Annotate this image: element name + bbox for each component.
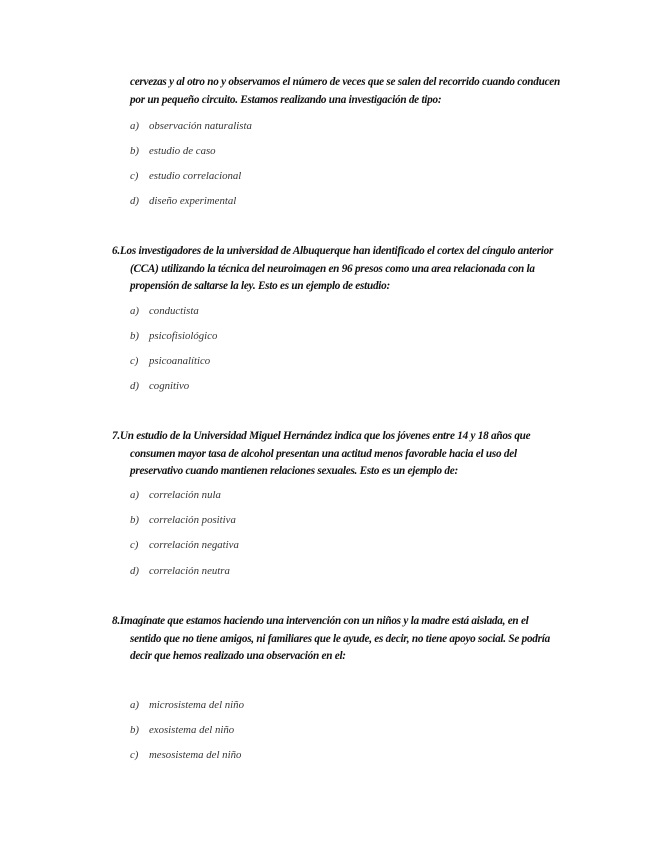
option-c: c) estudio correlacional — [130, 170, 242, 182]
option-c: c) psicoanalítico — [130, 355, 211, 367]
option-a: a) observación naturalista — [130, 120, 252, 132]
question-line: propensión de saltarse la ley. Esto es un ejemplo de estudio: — [130, 280, 390, 292]
option-c: c) mesosistema del niño — [130, 749, 242, 761]
question-line: cervezas y al otro no y observamos el número de veces que se salen del recorrido cuando conducen — [130, 76, 560, 88]
option-b: b) estudio de caso — [130, 145, 216, 157]
option-d: d) correlación neutra — [130, 565, 230, 577]
question-7-text — [112, 428, 530, 481]
question-line: 6.Los investigadores de la universidad de Albuquerque han identificado el cortex del cíngulo anterior — [112, 245, 554, 257]
option-b: b) exosistema del niño — [130, 724, 235, 736]
option-a: a) correlación nula — [130, 489, 221, 501]
question-line: (CCA) utilizando la técnica del neuroimagen en 96 presos como una area relacionada con la — [130, 262, 535, 275]
option-a: a) conductista — [130, 305, 199, 317]
option-d: d) diseño experimental — [130, 195, 237, 207]
question-line: 7.Un estudio de la Universidad Miguel Hernández indica que los jóvenes entre 14 y 18 años que — [112, 430, 531, 442]
option-b: b) correlación positiva — [130, 514, 236, 526]
question-line: 8.Imagínate que estamos haciendo una intervención con un niños y la madre está aislada, en el — [112, 615, 529, 627]
option-d: d) cognitivo — [130, 380, 190, 392]
option-c: c) correlación negativa — [130, 539, 239, 551]
question-line: consumen mayor tasa de alcohol presentan una actitud menos favorable hacia el uso del — [130, 447, 517, 460]
question-line: por un pequeño circuito. Estamos realizando una investigación de tipo: — [130, 93, 442, 106]
question-line: preservativo cuando mantienen relaciones sexuales. Esto es un ejemplo de: — [130, 465, 458, 477]
option-b: b) psicofisiológico — [130, 330, 218, 342]
question-8-text — [112, 613, 550, 666]
question-line: decir que hemos realizado una observación en el: — [130, 650, 346, 662]
option-a: a) microsistema del niño — [130, 699, 244, 711]
question-5-text — [130, 74, 560, 109]
question-6-text — [112, 243, 553, 296]
question-line: sentido que no tiene amigos, ni familiares que le ayude, es decir, no tiene apoyo social. Se podría — [130, 632, 550, 645]
